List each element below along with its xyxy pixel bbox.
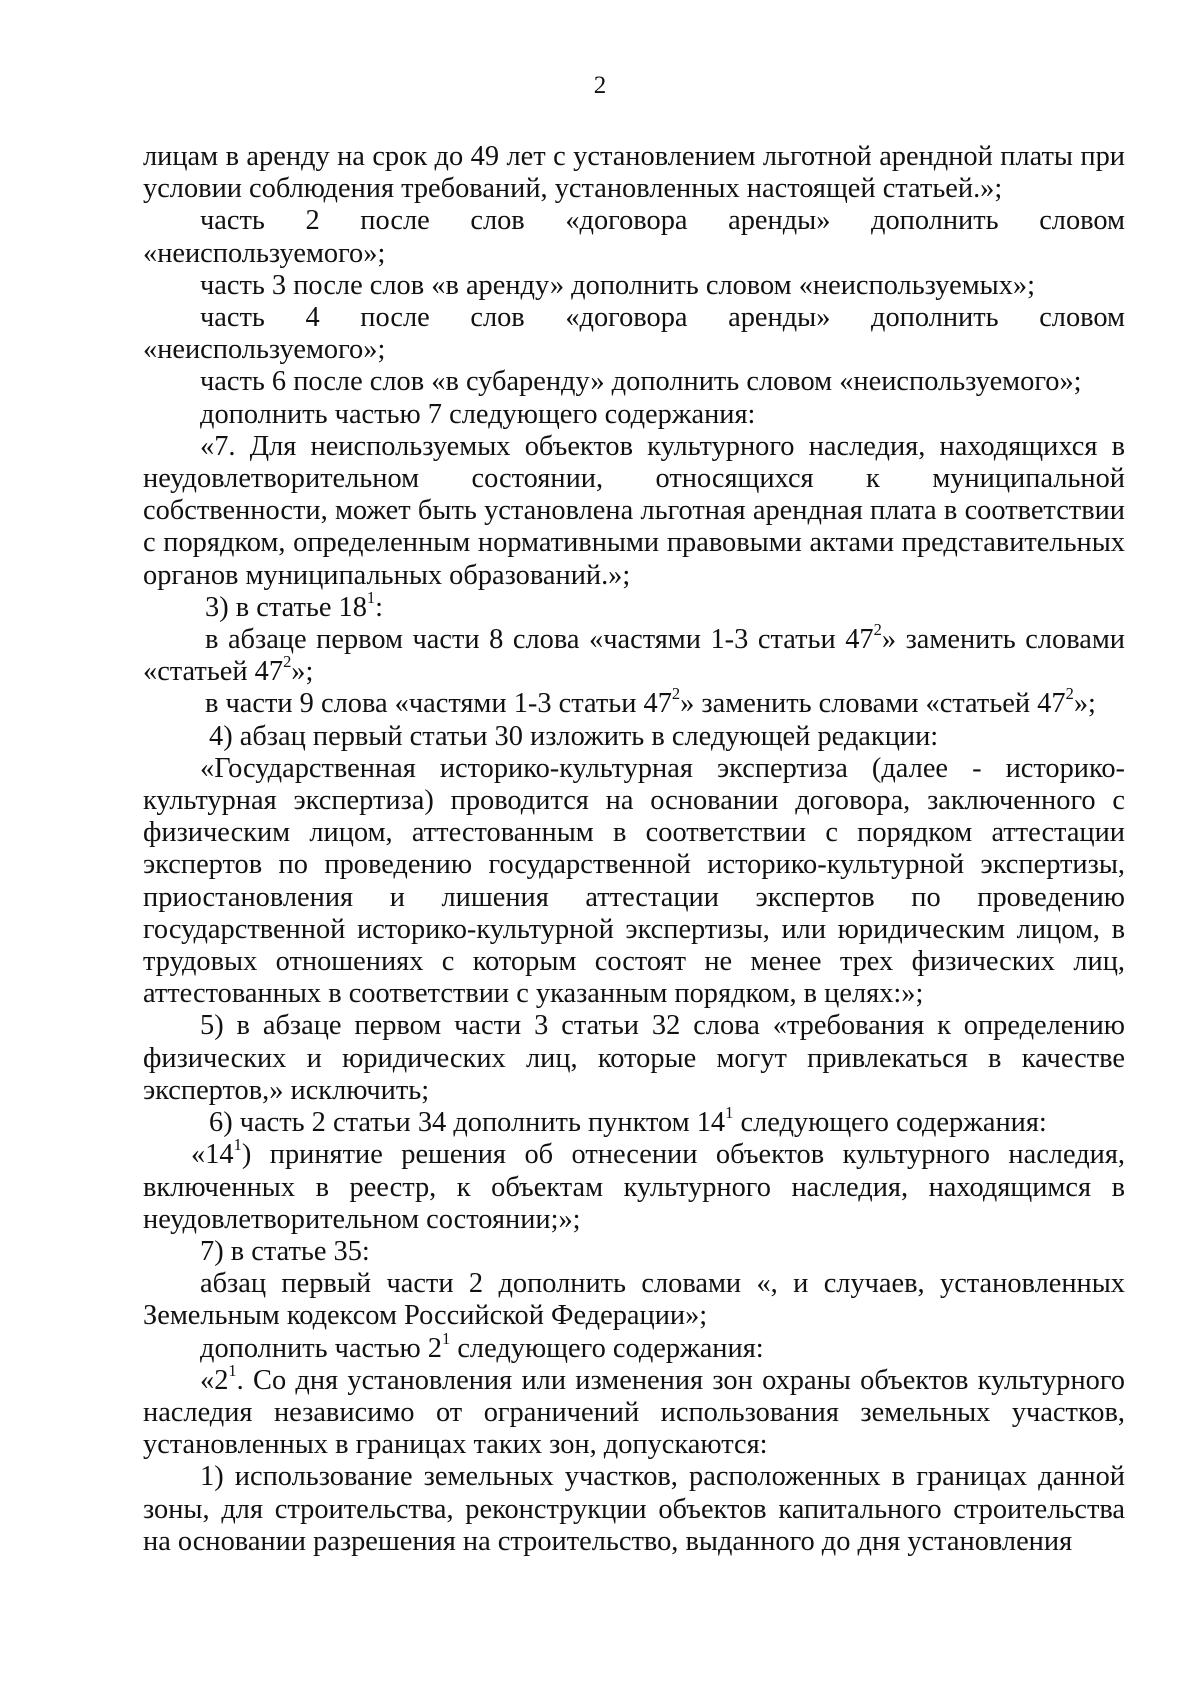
- paragraph: 5) в абзаце первом части 3 статьи 32 слова «требования к определению физических и юридических лиц, которые могут привлекаться в качестве экспертов,» исключить;: [143, 1010, 1125, 1106]
- document-body: [143, 141, 1125, 1558]
- paragraph: часть 3 после слов «в аренду» дополнить словом «неиспользуемых»;: [200, 269, 1036, 301]
- paragraph: [143, 1135, 1125, 1236]
- superscript: 1: [442, 1328, 451, 1348]
- superscript: 2: [283, 652, 292, 672]
- text-run: » заменить словами «статьей 47: [680, 688, 1066, 720]
- text-run: :: [375, 591, 384, 623]
- text-run: 3) в статье 18: [205, 591, 367, 623]
- paragraph: [143, 1328, 1125, 1365]
- paragraph: 7) в статье 35:: [200, 1235, 370, 1267]
- paragraph: [143, 684, 1125, 720]
- paragraph: «7. Для неиспользуемых объектов культурного наследия, находящихся в неудовлетворительном состоянии, относящихся к муниципальной собственности, может быть установлена льготная арендная плата в соответствии с порядком, определенным нормативными правовыми актами представительных органов муниципальных образований.»;: [143, 430, 1125, 591]
- paragraph: 1) использование земельных участков, расположенных в границах данной зоны, для строительства, реконструкции объектов капитального строительства на основании разрешения на строительство, выданного до дня установления: [143, 1461, 1125, 1557]
- paragraph: абзац первый части 2 дополнить словами «, и случаев, установленных Земельным кодексом Российской Федерации»;: [143, 1268, 1125, 1332]
- paragraph: «Государственная историко-культурная экспертиза (далее - историко-культурная экспертиза) проводится на основании договора, заключенного с физическим лицом, аттестованным в соответствии с порядком аттестации экспертов по проведению государственной историко-культурной экспертизы, приостановления и лишения аттестации экспертов по проведению государственной историко-культурной экспертизы, или юридическим лицом, в трудовых отношениях с которым состоят не менее трех физических лиц, аттестованных в соответствии с указанным порядком, в целях:»;: [143, 752, 1125, 1010]
- text-run: следующего содержания:: [450, 1332, 764, 1364]
- text-run: ) принятие решения об отнесении объектов культурного наследия, включенных в реестр, к объектам культурного наследия, находящимся в неудовлетворительном состоянии;»;: [143, 1139, 1125, 1235]
- paragraph: часть 6 после слов «в субаренду» дополнить словом «неиспользуемого»;: [200, 366, 1082, 398]
- superscript: 2: [671, 684, 681, 704]
- text-run: »;: [1073, 688, 1096, 720]
- paragraph: часть 2 после слов «договора аренды» дополнить словом «неиспользуемого»;: [143, 205, 1125, 269]
- paragraph: [143, 588, 1125, 624]
- superscript: 1: [233, 1135, 242, 1155]
- text-run: следующего содержания:: [733, 1107, 1047, 1139]
- text-run: «14: [191, 1139, 234, 1171]
- paragraph: [143, 1103, 1125, 1139]
- superscript: 1: [725, 1103, 734, 1123]
- paragraph: [143, 620, 1125, 688]
- superscript: 2: [873, 620, 882, 640]
- paragraph: [143, 1360, 1125, 1462]
- text-run: 6) часть 2 статьи 34 дополнить пунктом 14: [209, 1107, 726, 1139]
- text-run: в абзаце первом части 8 слова «частями 1-3 статьи 47: [205, 624, 874, 656]
- text-run: » заменить словами «статьей 47: [143, 624, 1125, 688]
- text-run: «2: [200, 1364, 229, 1396]
- text-run: . Со дня установления или изменения зон охраны объектов культурного наследия независимо от ограничений использования земельных участков, установленных в границах таких зон, допускаются:: [143, 1364, 1125, 1461]
- paragraph: дополнить частью 7 следующего содержания:: [200, 398, 756, 430]
- page-number: 2: [593, 72, 607, 99]
- text-run: в части 9 слова «частями 1-3 статьи 47: [205, 688, 672, 720]
- text-run: »;: [291, 656, 314, 688]
- superscript: 1: [366, 588, 376, 607]
- text-run: дополнить частью 2: [200, 1332, 442, 1364]
- paragraph: 4) абзац первый статьи 30 изложить в следующей редакции:: [209, 720, 939, 752]
- paragraph: лицам в аренду на срок до 49 лет с установлением льготной арендной платы при условии соблюдения требований, установленных настоящей статьей.»;: [143, 141, 1125, 205]
- paragraph: часть 4 после слов «договора аренды» дополнить словом «неиспользуемого»;: [143, 302, 1125, 366]
- superscript: 1: [228, 1360, 237, 1380]
- superscript: 2: [1065, 684, 1074, 704]
